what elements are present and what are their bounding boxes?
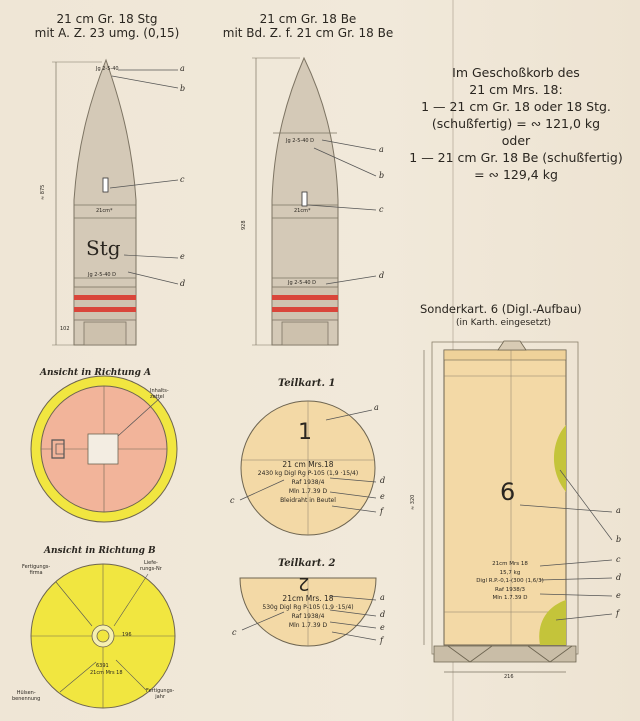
info-block	[396, 64, 636, 183]
left-letter-d: d	[180, 279, 186, 288]
view-b-lower-text: 6391	[96, 663, 109, 669]
info-line1: Im Geschoßkorb des	[452, 65, 580, 80]
left-letter-b: b	[180, 84, 186, 93]
teilkart2-text	[248, 594, 368, 630]
left-shell	[52, 60, 178, 345]
left-nose-marking: Jg 2-5-40	[96, 66, 119, 72]
sonderkart-height: ≈ 320	[410, 494, 416, 510]
sonderkart-number: 6	[500, 478, 516, 506]
left-letter-a: a	[180, 64, 185, 73]
teilkart2-line2: 530g Digl Rg P-105 (1,9 ·15/4)	[262, 604, 354, 611]
view-b-label-bl1: Hülsen-	[16, 690, 36, 696]
view-b-label-br	[146, 688, 174, 700]
view-b-label-br2: jahr	[155, 694, 165, 700]
view-a-title: Ansicht in Richtung A	[40, 368, 151, 378]
info-line2: 21 cm Mrs. 18:	[469, 82, 563, 97]
center-upper-marking: Jg 2-5-40 D	[286, 138, 315, 144]
view-b-label-tr1: Liefe-	[143, 560, 158, 566]
teilkart1-line1: 21 cm Mrs.18	[282, 460, 334, 469]
view-b-label-br1: Fertigungs-	[146, 688, 175, 694]
sonderkart-line4: Raf 1938/3	[494, 586, 526, 593]
center-letter-a: a	[379, 145, 384, 154]
teilkart1-letter-c: c	[230, 496, 235, 505]
center-length: 928	[241, 220, 247, 230]
sonderkart-letter-c: c	[616, 555, 621, 564]
sonderkart-line2: 15,7 kg	[499, 569, 521, 576]
center-shell-title	[218, 12, 398, 40]
left-base-dim: 102	[60, 326, 70, 332]
left-big-marking: Stg	[86, 236, 121, 260]
view-b-label-tl1: Fertigungs-	[22, 564, 51, 570]
teilkart1-number: 1	[298, 420, 312, 445]
center-band-marking: Jg 2-5-40 D	[288, 280, 317, 286]
sonderkart-drawing	[424, 341, 612, 672]
center-letter-b: b	[379, 171, 385, 180]
sonderkart-letter-f: f	[616, 609, 619, 618]
teilkart2-letter-e: e	[380, 623, 385, 632]
teilkart1-text	[248, 460, 368, 505]
teilkart1-letter-e: e	[380, 492, 385, 501]
sonderkart-letter-d: d	[616, 573, 622, 582]
sonderkart-line1: 21cm Mrs 18	[492, 561, 528, 567]
teilkart1-letter-f: f	[380, 507, 383, 516]
view-b-label-bl	[12, 690, 40, 702]
left-length: ≈ 875	[40, 184, 46, 200]
left-band-marking: Jg 2-5-40 D	[88, 272, 117, 278]
teilkart2-title: Teilkart. 2	[278, 558, 336, 569]
teilkart1-letter-d: d	[380, 476, 386, 485]
view-b-title: Ansicht in Richtung B	[44, 546, 156, 556]
teilkart1-letter-a: a	[374, 403, 379, 412]
sonderkart-text	[460, 560, 560, 603]
info-line3: 1 — 21 cm Gr. 18 oder 18 Stg.	[421, 99, 611, 114]
sonderkart-line5: Mln 1.7.39 D	[492, 595, 528, 601]
teilkart2-line3: Raf 1938/4	[291, 613, 325, 620]
center-small-band: 21cm*	[294, 208, 311, 214]
view-b-label-tl2: firma	[29, 570, 43, 576]
info-line7: = ∾ 129,4 kg	[474, 167, 558, 182]
view-b-drawing	[31, 564, 175, 708]
teilkart2-letter-d: d	[380, 610, 386, 619]
teilkart2-letter-f: f	[380, 636, 383, 645]
sonderkart-letter-e: e	[616, 591, 621, 600]
left-small-band: 21cm*	[96, 208, 113, 214]
teilkart1-line3: Raf 1938/4	[291, 479, 325, 486]
sonderkart-line3: Digl R.P.-0,1-(300 (1,6/3)	[476, 578, 544, 584]
view-b-label-tr2: rungs-Nr	[140, 566, 162, 572]
teilkart2-letter-a: a	[380, 593, 385, 602]
left-letter-c: c	[180, 175, 185, 184]
view-b-label-bl2: benennung	[12, 696, 41, 702]
left-letter-e: e	[180, 252, 185, 261]
view-b-label-tr	[140, 560, 162, 572]
left-shell-title-line2: mit A. Z. 23 umg. (0,15)	[34, 26, 180, 40]
view-a-label: Inhalts-zettel	[150, 388, 169, 400]
center-shell-title-line2: mit Bd. Z. f. 21 cm Gr. 18 Be	[222, 26, 394, 40]
center-letter-c: c	[379, 205, 384, 214]
sonderkart-letter-a: a	[616, 506, 621, 515]
teilkart1-line5: Bleidraht in Beutel	[280, 497, 336, 504]
info-line4: (schußfertig) = ∾ 121,0 kg	[431, 116, 601, 131]
center-letter-d: d	[379, 271, 385, 280]
info-line6: 1 — 21 cm Gr. 18 Be (schußfertig)	[409, 150, 623, 165]
teilkart1-line2: 2430 kg Digl Rg P-105 (1,9 ·15/4)	[257, 470, 359, 477]
teilkart2-number: 2	[298, 573, 310, 594]
left-shell-title-line1: 21 cm Gr. 18 Stg	[56, 12, 158, 26]
sonderkart-subtitle: (in Karth. eingesetzt)	[456, 318, 552, 328]
teilkart2-line4: Mln 1.7.39 D	[288, 622, 328, 629]
center-shell	[252, 58, 376, 345]
view-b-lower-text2: 21cm Mrs 18	[90, 670, 123, 676]
center-shell-title-line1: 21 cm Gr. 18 Be	[259, 12, 357, 26]
sonderkart-width: 216	[504, 674, 514, 680]
teilkart2-line1: 21cm Mrs. 18	[282, 594, 334, 603]
teilkart1-line4: Mln 1.7.39 D	[288, 488, 328, 495]
info-line5: oder	[501, 133, 531, 148]
view-b-label-tl	[22, 564, 50, 576]
view-b-center-text: 196	[122, 632, 132, 638]
teilkart2-letter-c: c	[232, 628, 237, 637]
sonderkart-letter-b: b	[616, 535, 622, 544]
teilkart1-title: Teilkart. 1	[278, 378, 336, 389]
sonderkart-title: Sonderkart. 6 (Digl.-Aufbau)	[420, 302, 582, 316]
